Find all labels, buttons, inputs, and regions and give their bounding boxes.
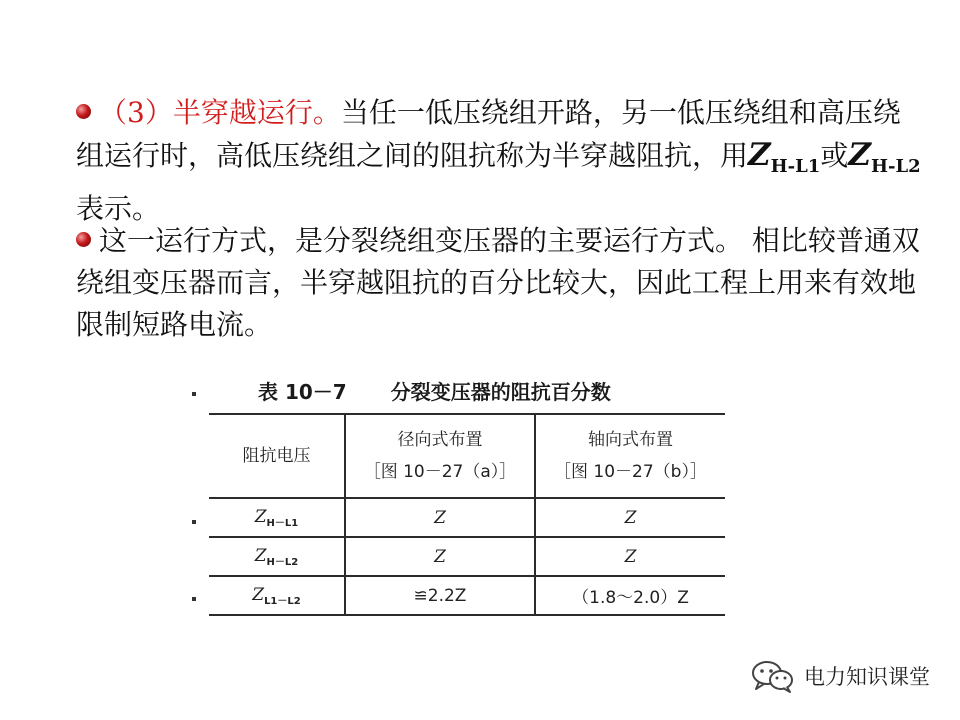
header-line: 轴向式布置 bbox=[588, 430, 673, 450]
header-radial-arrangement bbox=[345, 414, 535, 498]
impedance-subscript: H-L2 bbox=[870, 156, 921, 177]
scan-artifact bbox=[192, 520, 196, 524]
scan-artifact bbox=[192, 597, 196, 601]
row-label bbox=[209, 498, 345, 537]
table-caption bbox=[258, 376, 611, 405]
watermark bbox=[750, 658, 930, 694]
cell-axial: （1.8～2.0）Z bbox=[535, 576, 725, 615]
bullet-icon bbox=[76, 232, 91, 247]
cell-radial: ≌2.2Z bbox=[345, 576, 535, 615]
row-subscript: H－L1 bbox=[266, 517, 299, 529]
paragraph-main-operation-mode bbox=[76, 220, 926, 346]
bullet-icon bbox=[76, 104, 91, 119]
section-label: （3）半穿越运行。 bbox=[99, 96, 341, 129]
row-subscript: H－L2 bbox=[266, 556, 299, 568]
table-number: 表 10－7 bbox=[258, 380, 347, 404]
table-title: 分裂变压器的阻抗百分数 bbox=[390, 380, 611, 404]
table-row bbox=[209, 576, 725, 615]
row-subscript: L1－L2 bbox=[264, 595, 301, 607]
impedance-symbol: Z bbox=[848, 137, 871, 173]
cell-axial: Z bbox=[535, 498, 725, 537]
row-symbol: Z bbox=[254, 545, 267, 566]
cell-axial: Z bbox=[535, 537, 725, 576]
paragraph-text: 这一运行方式，是分裂绕组变压器的主要运行方式。 相比较普通双绕组变压器而言，半穿越阻抗的百分比较大，因此工程上用来有效地限制短路电流。 bbox=[76, 224, 920, 341]
cell-radial: Z bbox=[345, 498, 535, 537]
paragraph-text: 当任一低压绕组开路，另一低压绕组和高压绕组运行时，高低压绕组之间的阻抗称为半穿越阻抗，用 bbox=[76, 96, 901, 172]
table-row bbox=[209, 537, 725, 576]
table-header-row bbox=[209, 414, 725, 498]
row-label bbox=[209, 576, 345, 615]
watermark-text: 电力知识课堂 bbox=[804, 665, 930, 689]
row-symbol: Z bbox=[254, 506, 267, 527]
cell-radial: Z bbox=[345, 537, 535, 576]
row-label bbox=[209, 537, 345, 576]
wechat-icon bbox=[750, 658, 796, 694]
paragraph-half-traversing-operation bbox=[76, 92, 926, 230]
or-text: 或 bbox=[820, 139, 849, 172]
table-row bbox=[209, 498, 725, 537]
impedance-symbol: Z bbox=[748, 137, 771, 173]
header-axial-arrangement bbox=[535, 414, 725, 498]
header-figure-ref: ［图 10－27（a）］ bbox=[363, 462, 517, 482]
header-figure-ref: ［图 10－27（b）］ bbox=[554, 462, 707, 482]
scan-artifact bbox=[192, 392, 196, 396]
header-impedance-voltage: 阻抗电压 bbox=[209, 414, 345, 498]
paragraph-text-end: 表示。 bbox=[76, 192, 161, 225]
row-symbol: Z bbox=[252, 584, 265, 605]
impedance-subscript: H-L1 bbox=[770, 156, 821, 177]
header-line: 径向式布置 bbox=[397, 430, 483, 450]
impedance-percentage-table bbox=[209, 413, 725, 616]
